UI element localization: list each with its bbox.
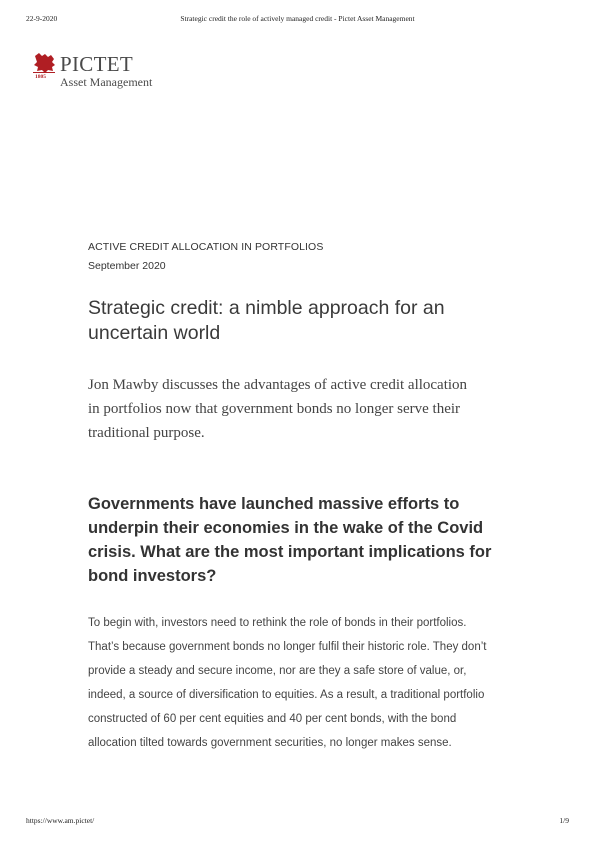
print-footer [26,816,569,828]
print-header [26,14,569,26]
article-date: September 2020 [88,260,166,272]
page-number: 1/9 [559,816,569,825]
logo-year: 1805 [35,74,46,80]
pictet-logo[interactable] [32,52,192,92]
article-kicker: ACTIVE CREDIT ALLOCATION IN PORTFOLIOS [88,241,324,253]
print-url: https://www.am.pictet/ [26,816,95,825]
print-page-title: Strategic credit the role of actively managed credit - Pictet Asset Management [180,14,415,23]
article-standfirst: Jon Mawby discusses the advantages of active credit allocation in portfolios now that government bonds no longer serve their traditional purpose. [88,377,468,441]
article [88,240,508,755]
print-date: 22-9-2020 [26,14,58,23]
logo-subtitle: Asset Management [60,75,153,89]
article-headline: Strategic credit: a nimble approach for an uncertain world [88,297,445,344]
interview-question: Governments have launched massive efforts to underpin their economies in the wake of the Covid crisis. What are the most important implications for bond investors? [88,495,492,585]
logo-brand: PICTET [60,52,133,76]
article-body-paragraph: To begin with, investors need to rethink the role of bonds in their portfolios. That’s because government bonds no longer fulfil their historic role. They don’t provide a steady and secure income, nor are they a safe store of value, or, indeed, a source of diversification to equities. As a result, a traditional portfolio constructed of 60 per cent equities and 40 per cent bonds, with the bond allocation tilted towards government securities, no longer makes sense. [88,617,487,749]
